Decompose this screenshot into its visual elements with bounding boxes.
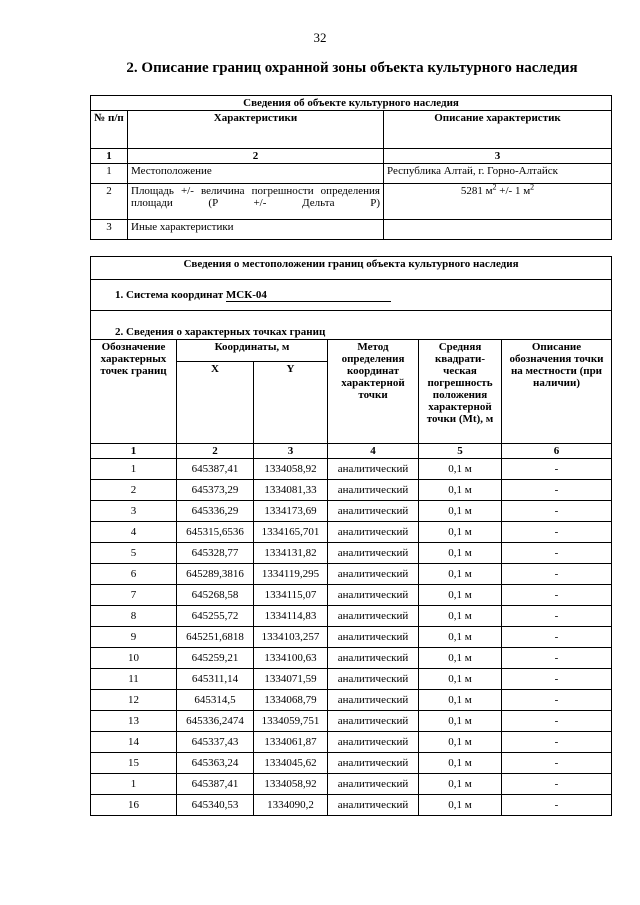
table-row [91, 543, 612, 564]
table-row [91, 564, 612, 585]
point-method: аналитический [328, 606, 419, 627]
point-y: 1334103,257 [254, 627, 328, 648]
point-x: 645387,41 [177, 459, 254, 480]
point-id: 13 [91, 711, 177, 732]
table-row [91, 690, 612, 711]
point-x: 645314,5 [177, 690, 254, 711]
point-id: 7 [91, 585, 177, 606]
point-x: 645311,14 [177, 669, 254, 690]
point-x: 645340,53 [177, 795, 254, 816]
table-row [91, 753, 612, 774]
point-id: 14 [91, 732, 177, 753]
point-description: - [502, 459, 612, 480]
table-row [91, 669, 612, 690]
area-value: 5281 м [460, 185, 493, 197]
point-y: 1334058,92 [254, 459, 328, 480]
header-num: № п/п [91, 111, 128, 149]
point-mt: 0,1 м [419, 669, 502, 690]
object-table-title: Сведения об объекте культурного наследия [91, 96, 612, 111]
row-num: 1 [91, 164, 128, 184]
header-point-description: Описание обозначения точки на местности (при наличии) [502, 340, 612, 444]
table-row [91, 606, 612, 627]
point-description: - [502, 753, 612, 774]
point-id: 4 [91, 522, 177, 543]
point-y: 1334058,92 [254, 774, 328, 795]
row-name: Площадь +/- величина погрешности определения площади (P +/- Дельта P) [128, 184, 384, 220]
point-x: 645315,6536 [177, 522, 254, 543]
point-description: - [502, 648, 612, 669]
point-x: 645289,3816 [177, 564, 254, 585]
point-method: аналитический [328, 501, 419, 522]
point-mt: 0,1 м [419, 480, 502, 501]
point-y: 1334114,83 [254, 606, 328, 627]
point-y: 1334173,69 [254, 501, 328, 522]
point-mt: 0,1 м [419, 564, 502, 585]
point-y: 1334119,295 [254, 564, 328, 585]
table-row [91, 711, 612, 732]
header-coordinates: Координаты, м [177, 340, 328, 362]
header-y: Y [254, 362, 328, 444]
point-method: аналитический [328, 753, 419, 774]
point-description: - [502, 543, 612, 564]
section-heading: 2. Описание границ охранной зоны объекта культурного наследия [126, 60, 578, 76]
point-mt: 0,1 м [419, 774, 502, 795]
object-info-table [90, 95, 612, 240]
point-mt: 0,1 м [419, 648, 502, 669]
point-description: - [502, 690, 612, 711]
point-method: аналитический [328, 627, 419, 648]
area-error-sup: 2 [530, 182, 535, 192]
area-sup: 2 [492, 182, 497, 192]
point-x: 645328,77 [177, 543, 254, 564]
point-y: 1334061,87 [254, 732, 328, 753]
header-description: Описание характеристик [384, 111, 612, 149]
table-row [91, 522, 612, 543]
table-row [91, 627, 612, 648]
header-characteristics: Характеристики [128, 111, 384, 149]
point-id: 1 [91, 459, 177, 480]
table-row [91, 795, 612, 816]
point-y: 1334068,79 [254, 690, 328, 711]
col-number: 6 [502, 444, 612, 459]
point-rows [91, 459, 612, 816]
point-description: - [502, 501, 612, 522]
point-id: 5 [91, 543, 177, 564]
row-name: Иные характеристики [128, 220, 384, 240]
row-value [384, 184, 612, 220]
point-description: - [502, 480, 612, 501]
point-id: 10 [91, 648, 177, 669]
table-row [91, 459, 612, 480]
point-x: 645336,29 [177, 501, 254, 522]
point-mt: 0,1 м [419, 501, 502, 522]
col-number: 5 [419, 444, 502, 459]
point-method: аналитический [328, 732, 419, 753]
point-method: аналитический [328, 459, 419, 480]
row-value [384, 220, 612, 240]
coordinate-system [91, 280, 612, 311]
coordinate-system-value: МСК-04 [226, 289, 391, 302]
point-y: 1334090,2 [254, 795, 328, 816]
point-x: 645387,41 [177, 774, 254, 795]
points-label: 2. Сведения о характерных точках границ [91, 311, 612, 340]
point-method: аналитический [328, 669, 419, 690]
header-x: X [177, 362, 254, 444]
row-num: 2 [91, 184, 128, 220]
row-value: Республика Алтай, г. Горно-Алтайск [384, 164, 612, 184]
point-description: - [502, 585, 612, 606]
point-y: 1334081,33 [254, 480, 328, 501]
point-method: аналитический [328, 795, 419, 816]
point-x: 645251,6818 [177, 627, 254, 648]
point-description: - [502, 627, 612, 648]
table-row [91, 732, 612, 753]
point-description: - [502, 774, 612, 795]
table-row [91, 585, 612, 606]
location-table [90, 256, 612, 816]
point-description: - [502, 711, 612, 732]
table-row [91, 774, 612, 795]
col-number: 2 [128, 149, 384, 164]
point-y: 1334115,07 [254, 585, 328, 606]
header-method: Метод определения координат характерной точки [328, 340, 419, 444]
col-number: 2 [177, 444, 254, 459]
point-mt: 0,1 м [419, 459, 502, 480]
point-mt: 0,1 м [419, 543, 502, 564]
area-error: +/- 1 м [496, 185, 531, 197]
point-id: 3 [91, 501, 177, 522]
point-x: 645336,2474 [177, 711, 254, 732]
table-row [91, 648, 612, 669]
point-x: 645268,58 [177, 585, 254, 606]
location-table-title: Сведения о местоположении границ объекта культурного наследия [91, 257, 612, 280]
point-mt: 0,1 м [419, 732, 502, 753]
col-number: 3 [254, 444, 328, 459]
point-id: 2 [91, 480, 177, 501]
point-description: - [502, 606, 612, 627]
point-x: 645337,43 [177, 732, 254, 753]
point-method: аналитический [328, 774, 419, 795]
col-number: 1 [91, 444, 177, 459]
point-x: 645373,29 [177, 480, 254, 501]
header-mt: Средняя квадрати-ческая погрешность положения характерной точки (Mt), м [419, 340, 502, 444]
point-mt: 0,1 м [419, 690, 502, 711]
point-method: аналитический [328, 648, 419, 669]
point-x: 645255,72 [177, 606, 254, 627]
page-number: 32 [313, 30, 327, 45]
point-description: - [502, 669, 612, 690]
point-method: аналитический [328, 564, 419, 585]
table-row [91, 480, 612, 501]
point-method: аналитический [328, 711, 419, 732]
point-id: 12 [91, 690, 177, 711]
point-method: аналитический [328, 690, 419, 711]
table-row [91, 501, 612, 522]
col-number: 4 [328, 444, 419, 459]
point-x: 645363,24 [177, 753, 254, 774]
point-method: аналитический [328, 480, 419, 501]
point-y: 1334100,63 [254, 648, 328, 669]
point-method: аналитический [328, 585, 419, 606]
point-id: 8 [91, 606, 177, 627]
point-mt: 0,1 м [419, 795, 502, 816]
point-id: 16 [91, 795, 177, 816]
point-id: 9 [91, 627, 177, 648]
point-id: 11 [91, 669, 177, 690]
point-id: 15 [91, 753, 177, 774]
point-mt: 0,1 м [419, 585, 502, 606]
point-description: - [502, 732, 612, 753]
point-x: 645259,21 [177, 648, 254, 669]
point-y: 1334059,751 [254, 711, 328, 732]
point-description: - [502, 795, 612, 816]
point-y: 1334131,82 [254, 543, 328, 564]
col-number: 1 [91, 149, 128, 164]
point-method: аналитический [328, 522, 419, 543]
point-description: - [502, 522, 612, 543]
point-mt: 0,1 м [419, 606, 502, 627]
coordinate-system-label: 1. Система координат [115, 288, 224, 301]
point-id: 1 [91, 774, 177, 795]
row-name: Местоположение [128, 164, 384, 184]
point-mt: 0,1 м [419, 711, 502, 732]
point-id: 6 [91, 564, 177, 585]
point-mt: 0,1 м [419, 522, 502, 543]
point-method: аналитический [328, 543, 419, 564]
point-mt: 0,1 м [419, 753, 502, 774]
header-designation: Обозначение характерных точек границ [91, 340, 177, 444]
point-y: 1334045,62 [254, 753, 328, 774]
col-number: 3 [384, 149, 612, 164]
point-y: 1334165,701 [254, 522, 328, 543]
point-mt: 0,1 м [419, 627, 502, 648]
point-description: - [502, 564, 612, 585]
point-y: 1334071,59 [254, 669, 328, 690]
row-num: 3 [91, 220, 128, 240]
